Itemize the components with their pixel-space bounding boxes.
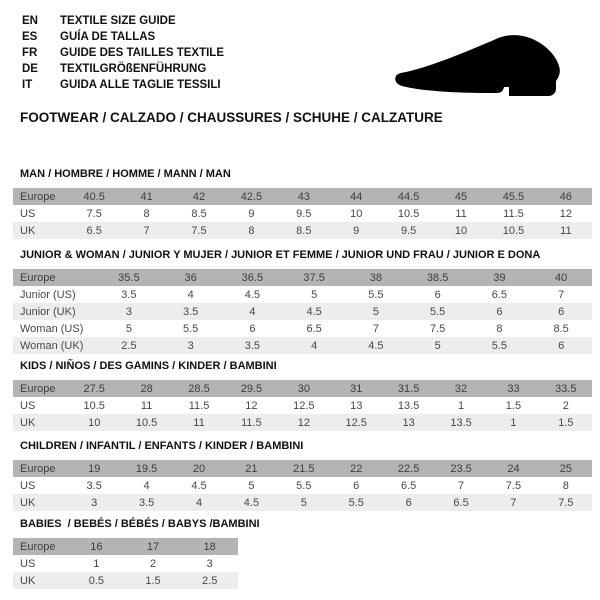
size-value: 45 — [454, 190, 468, 203]
size-value: 8.5 — [553, 322, 569, 335]
size-value: 3 — [125, 305, 132, 318]
size-value: 1.5 — [145, 574, 161, 587]
table-row — [13, 572, 238, 589]
size-value: 19 — [88, 462, 101, 475]
size-value: 4.5 — [243, 496, 260, 509]
row-label: US — [20, 207, 36, 220]
size-value: 28.5 — [188, 382, 210, 395]
row-label: US — [20, 399, 36, 412]
size-value: 5 — [434, 339, 441, 352]
language-row — [22, 13, 224, 29]
size-value: 6.5 — [86, 224, 102, 237]
size-value: 18 — [203, 540, 216, 553]
size-value: 5.5 — [368, 288, 384, 301]
size-value: 19.5 — [135, 462, 158, 475]
table-row — [13, 303, 592, 320]
size-value: 6 — [249, 322, 256, 335]
table-row — [13, 205, 592, 222]
size-value: 5 — [248, 479, 255, 492]
size-value: 5 — [372, 305, 379, 318]
section-title: KIDS / NIÑOS / DES GAMINS / KINDER / BAMBINI — [20, 360, 277, 372]
size-value: 39 — [493, 271, 506, 284]
size-value: 1.5 — [558, 416, 574, 429]
size-value: 7.5 — [429, 322, 446, 335]
size-value: 5.5 — [348, 496, 364, 509]
size-value: 9.5 — [400, 224, 417, 237]
size-value: 4 — [311, 339, 318, 352]
row-label: Woman (US) — [20, 322, 84, 335]
size-tables — [13, 168, 592, 589]
size-value: 10 — [88, 416, 101, 429]
size-value: 2.5 — [202, 574, 218, 587]
size-value: 6 — [405, 496, 412, 509]
size-value: 33 — [507, 382, 520, 395]
table-row — [13, 188, 592, 205]
size-value: 3.5 — [121, 288, 137, 301]
size-value: 13 — [402, 416, 415, 429]
row-label: Europe — [20, 382, 56, 395]
table-row — [13, 320, 592, 337]
size-value: 5.5 — [491, 339, 508, 352]
size-value: 38.5 — [426, 271, 449, 284]
size-value: 40 — [555, 271, 568, 284]
category-title: FOOTWEAR / CALZADO / CHAUSSURES / SCHUHE / CALZATURE — [20, 110, 443, 125]
size-table — [13, 460, 592, 511]
size-value: 9 — [353, 224, 360, 237]
size-value: 32 — [454, 382, 468, 395]
size-value: 11 — [140, 399, 153, 412]
row-label: Junior (US) — [20, 288, 76, 301]
size-value: 7 — [558, 288, 565, 301]
size-value: 21 — [245, 462, 258, 475]
size-value: 8 — [248, 224, 255, 237]
size-value: 7.5 — [558, 496, 574, 509]
size-value: 13 — [350, 399, 363, 412]
size-value: 4 — [249, 305, 256, 318]
size-value: 5 — [125, 322, 132, 335]
size-value: 13.5 — [397, 399, 420, 412]
size-value: 7 — [143, 224, 150, 237]
size-value: 7 — [510, 496, 517, 509]
size-value: 4.5 — [306, 305, 322, 318]
size-value: 3 — [91, 496, 98, 509]
table-row — [13, 337, 592, 354]
size-value: 7.5 — [86, 207, 102, 220]
size-value: 5 — [311, 288, 318, 301]
size-value: 11.5 — [241, 416, 262, 429]
size-value: 29.5 — [240, 382, 263, 395]
size-table — [13, 188, 592, 239]
size-value: 23.5 — [450, 462, 472, 475]
table-row — [13, 460, 592, 477]
size-table — [13, 538, 238, 589]
size-value: 44.5 — [397, 190, 420, 203]
size-value: 12 — [245, 399, 258, 412]
size-value: 6.5 — [306, 322, 322, 335]
size-value: 9 — [248, 207, 255, 220]
language-header — [22, 13, 224, 93]
size-value: 6.5 — [453, 496, 469, 509]
size-value: 12.5 — [293, 399, 315, 412]
row-label: US — [20, 479, 36, 492]
size-value: 4.5 — [191, 479, 207, 492]
table-row — [13, 222, 592, 239]
size-value: 6 — [496, 305, 503, 318]
size-section — [13, 440, 592, 511]
language-label: TEXTILGRÖßENFÜHRUNG — [60, 63, 207, 75]
size-value: 7.5 — [191, 224, 207, 237]
size-value: 3 — [206, 557, 213, 570]
size-section — [13, 518, 592, 589]
size-value: 4 — [143, 479, 150, 492]
size-value: 8.5 — [191, 207, 207, 220]
size-value: 38 — [369, 271, 382, 284]
size-value: 24 — [507, 462, 520, 475]
size-value: 41 — [140, 190, 153, 203]
table-row — [13, 538, 238, 555]
size-value: 10 — [454, 224, 468, 237]
size-value: 10.5 — [135, 416, 158, 429]
table-row — [13, 477, 592, 494]
row-label: Woman (UK) — [20, 339, 84, 352]
size-value: 3.5 — [138, 496, 155, 509]
dress-shoe-icon — [393, 30, 577, 104]
size-value: 46 — [559, 190, 572, 203]
row-label: UK — [20, 574, 36, 587]
size-table — [13, 380, 592, 431]
size-value: 6 — [558, 339, 565, 352]
row-label: UK — [20, 224, 36, 237]
table-row — [13, 286, 592, 303]
language-row — [22, 61, 224, 77]
size-value: 42 — [192, 190, 206, 203]
size-section — [13, 249, 592, 354]
size-value: 8.5 — [296, 224, 312, 237]
table-row — [13, 555, 238, 572]
size-value: 1 — [510, 416, 517, 429]
table-row — [13, 494, 592, 511]
size-value: 22.5 — [397, 462, 420, 475]
size-value: 16 — [90, 540, 103, 553]
size-value: 11 — [193, 416, 205, 429]
size-value: 6 — [558, 305, 565, 318]
section-title: JUNIOR & WOMAN / JUNIOR Y MUJER / JUNIOR ET FEMME / JUNIOR UND FRAU / JUNIOR E DONA — [20, 249, 541, 261]
size-value: 2 — [562, 399, 569, 412]
size-value: 13.5 — [450, 416, 472, 429]
size-value: 2 — [149, 557, 157, 570]
table-row — [13, 414, 592, 431]
language-code: DE — [22, 63, 38, 75]
size-value: 7.5 — [505, 479, 522, 492]
size-value: 3.5 — [182, 305, 199, 318]
size-value: 10.5 — [502, 224, 525, 237]
size-value: 42.5 — [240, 190, 263, 203]
size-value: 9.5 — [296, 207, 312, 220]
size-value: 20 — [192, 462, 206, 475]
size-value: 12.5 — [345, 416, 367, 429]
language-row — [22, 45, 224, 61]
size-value: 6.5 — [400, 479, 417, 492]
section-title: MAN / HOMBRE / HOMME / MANN / MAN — [20, 168, 231, 180]
row-label: UK — [20, 496, 36, 509]
size-value: 44 — [350, 190, 363, 203]
language-label: GUIDE DES TAILLES TEXTILE — [60, 47, 224, 59]
size-value: 5 — [300, 496, 307, 509]
row-label: Junior (UK) — [20, 305, 76, 318]
size-table — [13, 269, 592, 354]
size-value: 5.5 — [296, 479, 312, 492]
size-value: 10.5 — [397, 207, 420, 220]
table-row — [13, 397, 592, 414]
size-value: 7 — [372, 322, 379, 335]
size-value: 45.5 — [502, 190, 525, 203]
size-section — [13, 360, 592, 431]
table-row — [13, 380, 592, 397]
size-value: 22 — [350, 462, 363, 475]
language-label: TEXTILE SIZE GUIDE — [60, 15, 176, 27]
row-label: Europe — [20, 540, 56, 553]
size-value: 3 — [187, 339, 194, 352]
size-value: 4 — [195, 496, 203, 509]
size-value: 27.5 — [83, 382, 105, 395]
section-title: CHILDREN / INFANTIL / ENFANTS / KINDER / BAMBINI — [20, 440, 304, 452]
size-value: 0.5 — [88, 574, 104, 587]
size-value: 1 — [457, 399, 465, 412]
size-value: 4.5 — [368, 339, 384, 352]
size-value: 10.5 — [83, 399, 105, 412]
size-value: 2.5 — [121, 339, 137, 352]
size-value: 10 — [350, 207, 363, 220]
size-value: 7 — [457, 479, 465, 492]
size-value: 8 — [143, 207, 150, 220]
size-value: 4.5 — [244, 288, 261, 301]
language-code: FR — [22, 47, 38, 59]
language-label: GUÍA DE TALLAS — [60, 31, 156, 43]
size-value: 40.5 — [83, 190, 105, 203]
row-label: Europe — [20, 271, 56, 284]
size-value: 31.5 — [397, 382, 420, 395]
size-value: 4 — [187, 288, 194, 301]
size-value: 3.5 — [86, 479, 102, 492]
size-value: 36 — [184, 271, 197, 284]
size-value: 8 — [562, 479, 569, 492]
size-value: 11.5 — [503, 207, 524, 220]
size-value: 31 — [350, 382, 363, 395]
size-value: 17 — [146, 540, 160, 553]
size-value: 6 — [353, 479, 360, 492]
row-label: US — [20, 557, 36, 570]
size-value: 25 — [559, 462, 572, 475]
row-label: Europe — [20, 462, 56, 475]
size-value: 1.5 — [505, 399, 522, 412]
size-value: 1 — [93, 557, 100, 570]
size-value: 12 — [297, 416, 310, 429]
language-code: ES — [22, 31, 38, 43]
size-value: 11 — [455, 207, 467, 220]
size-value: 37.5 — [303, 271, 325, 284]
table-row — [13, 269, 592, 286]
size-value: 5.5 — [429, 305, 446, 318]
language-code: EN — [22, 15, 38, 27]
language-row — [22, 77, 224, 93]
size-value: 11 — [560, 224, 572, 237]
size-value: 43 — [297, 190, 310, 203]
row-label: UK — [20, 416, 36, 429]
size-value: 6.5 — [491, 288, 508, 301]
row-label: Europe — [20, 190, 56, 203]
size-value: 35.5 — [118, 271, 140, 284]
size-value: 5.5 — [182, 322, 199, 335]
section-title: BABIES / BEBÉS / BÉBÉS / BABYS /BAMBINI — [20, 518, 260, 530]
size-value: 3.5 — [244, 339, 261, 352]
language-label: GUIDA ALLE TAGLIE TESSILI — [60, 79, 221, 91]
size-value: 21.5 — [293, 462, 315, 475]
size-value: 12 — [559, 207, 572, 220]
size-value: 11.5 — [188, 399, 210, 412]
size-value: 28 — [140, 382, 153, 395]
size-value: 8 — [496, 322, 503, 335]
size-value: 6 — [434, 288, 441, 301]
language-row — [22, 29, 224, 45]
language-code: IT — [22, 79, 33, 91]
size-value: 30 — [297, 382, 310, 395]
size-value: 33.5 — [555, 382, 577, 395]
size-section — [13, 168, 592, 239]
size-value: 36.5 — [241, 271, 264, 284]
